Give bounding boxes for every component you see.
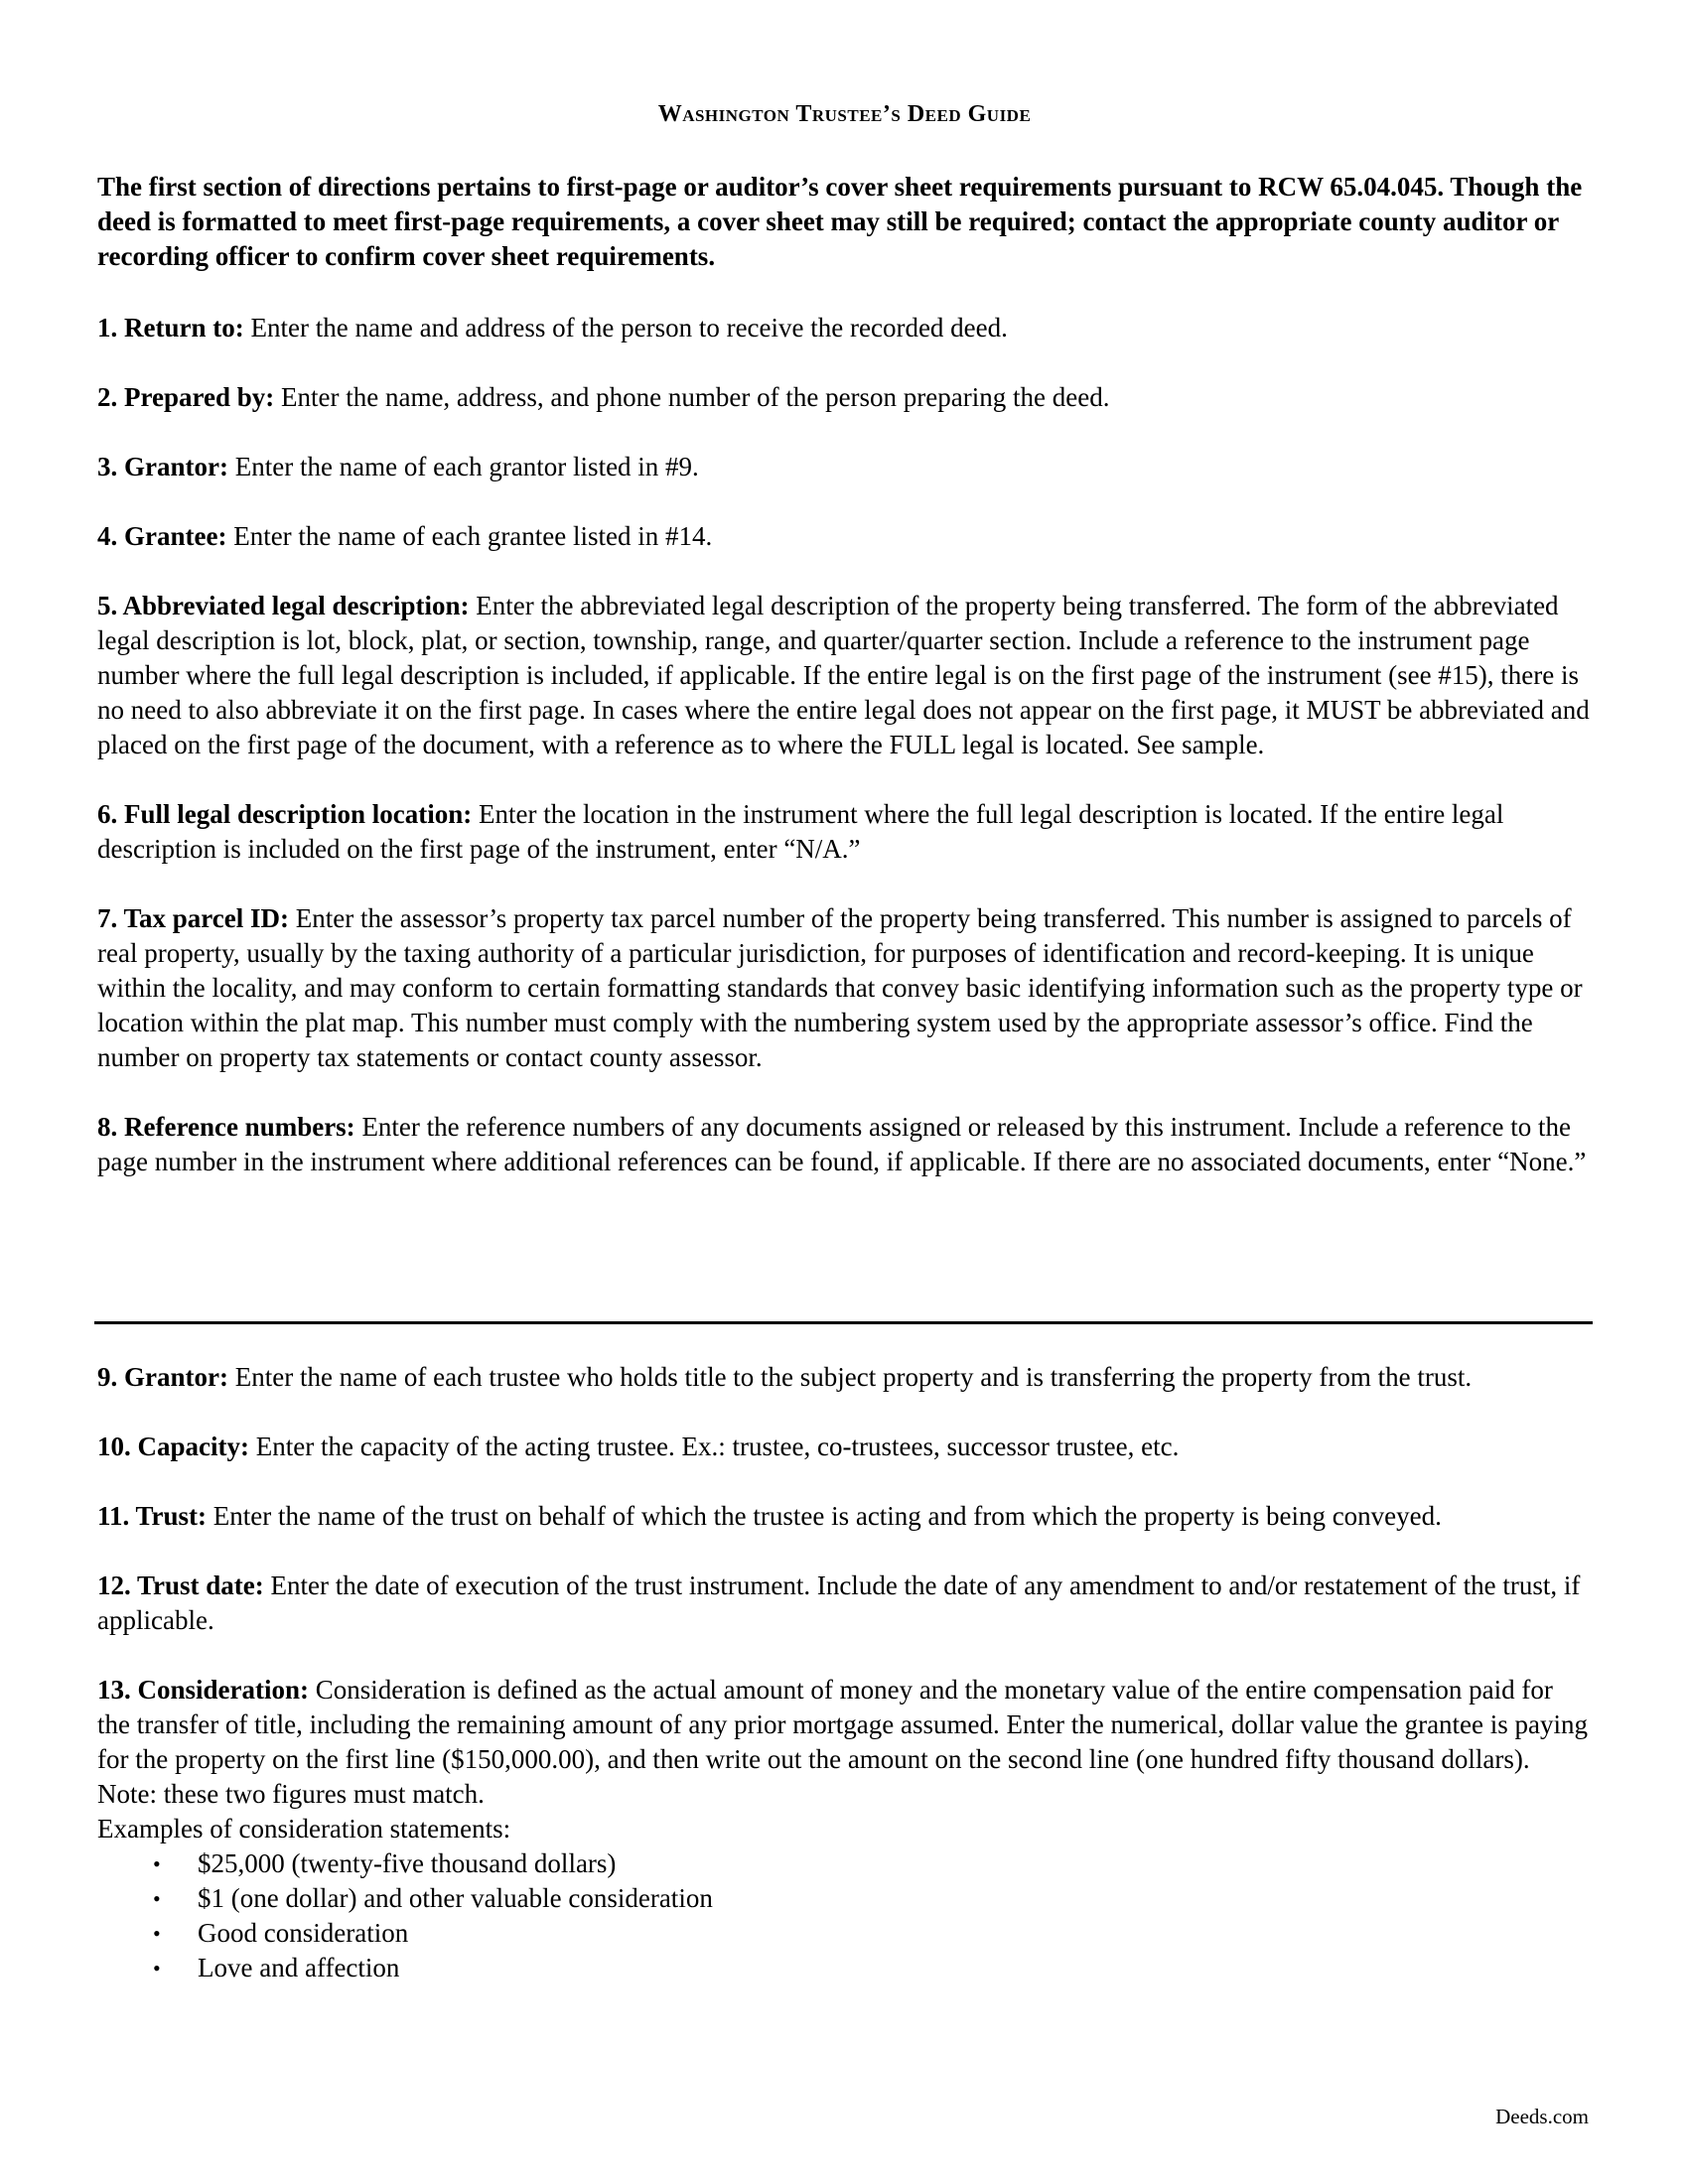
- instruction-text: Enter the reference numbers of any documents assigned or released by this instrument. Include a reference to the page number in the instrument where additional references can be found, if applicable. If there are no associated documents, enter “None.”: [97, 1112, 1587, 1176]
- instruction-item: [97, 1430, 1592, 1464]
- instruction-text: Enter the location in the instrument where the full legal description is located. If the entire legal description is included on the first page of the instrument, enter “N/A.”: [97, 799, 1504, 864]
- page-title: Washington Trustee’s Deed Guide: [657, 101, 1032, 127]
- instruction-text: Enter the name of each grantee listed in #14.: [233, 521, 713, 551]
- instruction-text: Enter the abbreviated legal description of the property being transferred. The form of the abbreviated legal description is lot, block, plat, or section, township, range, and quarter/quarter section. Include a reference to the instrument page number where the full legal description is included, if applicable. If the entire legal is on the first page of the instrument (see #15), there is no need to also abbreviate it on the first page. In cases where the entire legal does not appear on the first page, it MUST be abbreviated and placed on the first page of the document, with a reference as to where the FULL legal is located. See sample.: [97, 591, 1590, 759]
- bullet-icon: •: [153, 1956, 161, 1980]
- instruction-label: 9. Grantor:: [97, 1362, 228, 1392]
- instruction-text: Enter the name of the trust on behalf of which the trustee is acting and from which the property is being conveyed.: [212, 1501, 1442, 1531]
- instruction-label: 1. Return to:: [97, 313, 244, 342]
- instruction-text: Enter the date of execution of the trust instrument. Include the date of any amendment to and/or restatement of the trust, if applicable.: [97, 1570, 1581, 1635]
- body-instructions: [97, 1360, 1592, 1985]
- instruction-item: [97, 380, 1592, 415]
- instruction-text: Enter the name and address of the person to receive the recorded deed.: [250, 313, 1008, 342]
- instruction-text: Enter the assessor’s property tax parcel number of the property being transferred. This number is assigned to parcels of real property, usually by the taxing authority of a particular jurisdiction, for purposes of identification and record-keeping. It is unique within the locality, and may conform to certain formatting standards that convey basic identifying information such as the property type or location within the plat map. This number must comply with the numbering system used by the appropriate assessor’s office. Find the number on property tax statements or contact county assessor.: [97, 903, 1583, 1072]
- examples-intro: Examples of consideration statements:: [97, 1814, 511, 1843]
- example-text: $25,000 (twenty-five thousand dollars): [198, 1848, 617, 1878]
- instruction-text: Enter the name, address, and phone number of the person preparing the deed.: [281, 382, 1110, 412]
- instruction-item: [97, 1673, 1592, 1812]
- instruction-label: 7. Tax parcel ID:: [97, 903, 290, 933]
- footer-source: Deeds.com: [1495, 2105, 1589, 2128]
- example-text: Love and affection: [198, 1953, 400, 1982]
- section-divider: [94, 1321, 1593, 1324]
- list-item: [97, 1881, 1592, 1916]
- list-item: [97, 1916, 1592, 1951]
- instruction-label: 4. Grantee:: [97, 521, 227, 551]
- instruction-item: [97, 1499, 1592, 1534]
- intro-paragraph: The first section of directions pertains to first-page or auditor’s cover sheet requirements pursuant to RCW 65.04.045. Though the deed is formatted to meet first-page requirements, a cover sheet may still be required; contact the appropriate county auditor or recording officer to confirm cover sheet requirements.: [97, 172, 1583, 271]
- instruction-item: [97, 901, 1592, 1075]
- instruction-item: [97, 1569, 1592, 1638]
- examples-list: [97, 1846, 1592, 1985]
- instruction-item: [97, 311, 1592, 345]
- instruction-text: Enter the name of each trustee who holds title to the subject property and is transferring the property from the trust.: [234, 1362, 1473, 1392]
- instruction-item: [97, 1360, 1592, 1395]
- document-page: [97, 0, 1592, 2184]
- instruction-item: [97, 1110, 1592, 1179]
- instruction-text: Enter the name of each grantor listed in #9.: [234, 452, 699, 481]
- list-item: [97, 1846, 1592, 1881]
- bullet-icon: •: [153, 1886, 161, 1911]
- instruction-text: Enter the capacity of the acting trustee. Ex.: trustee, co-trustees, successor trustee, etc.: [255, 1432, 1180, 1461]
- instruction-label: 6. Full legal description location:: [97, 799, 473, 829]
- instruction-item: [97, 589, 1592, 762]
- instruction-text: Consideration is defined as the actual amount of money and the monetary value of the entire compensation paid for the transfer of title, including the remaining amount of any prior mortgage assumed. Enter the numerical, dollar value the grantee is paying for the property on the first line ($150,000.00), and then write out the amount on the second line (one hundred fifty thousand dollars). Note: these two figures must match.: [97, 1675, 1589, 1809]
- instruction-label: 11. Trust:: [97, 1501, 208, 1531]
- instruction-item: [97, 450, 1592, 484]
- instruction-label: 12. Trust date:: [97, 1570, 264, 1600]
- first-page-instructions: [97, 311, 1592, 1214]
- list-item: [97, 1951, 1592, 1985]
- example-text: Good consideration: [198, 1918, 409, 1948]
- instruction-label: 5. Abbreviated legal description:: [97, 591, 470, 620]
- bullet-icon: •: [153, 1921, 161, 1946]
- example-text: $1 (one dollar) and other valuable consideration: [198, 1883, 713, 1913]
- instruction-item: [97, 797, 1592, 867]
- instruction-label: 2. Prepared by:: [97, 382, 275, 412]
- instruction-label: 10. Capacity:: [97, 1432, 249, 1461]
- instruction-label: 13. Consideration:: [97, 1675, 310, 1705]
- instruction-item: [97, 519, 1592, 554]
- bullet-icon: •: [153, 1851, 161, 1876]
- instruction-label: 3. Grantor:: [97, 452, 228, 481]
- instruction-label: 8. Reference numbers:: [97, 1112, 355, 1142]
